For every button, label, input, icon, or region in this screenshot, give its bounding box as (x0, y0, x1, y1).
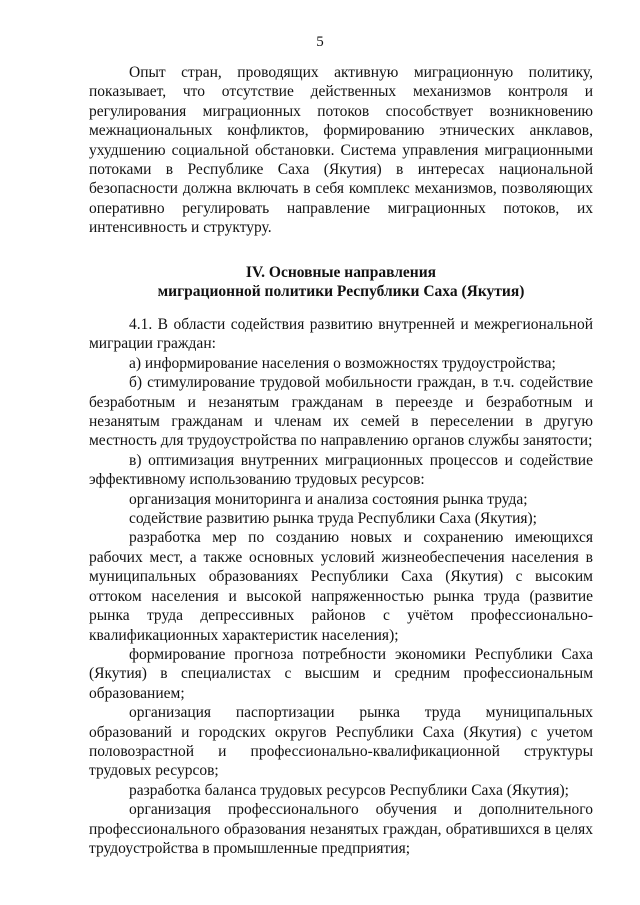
paragraph-4-1: 4.1. В области содействия развитию внутренней и межрегиональной миграции граждан: (89, 316, 593, 353)
list-item: разработка мер по созданию новых и сохранению имеющихся рабочих мест, а также основных условий жизнеобеспечения населения в муниципальных образованиях Республики Саха (Якутия) с высоким оттоком населения и высокой напряженностью рынка труда (развитие рынка труда депрессивных районов с учётом профессионально-квалификационных характеристик населения); (89, 529, 593, 644)
list-item: организация паспортизации рынка труда муниципальных образований и городских округов Республики Саха (Якутия) с учетом половозрастной и профессионально-квалификационной структуры трудовых ресурсов; (89, 704, 593, 780)
page-number: 5 (316, 34, 324, 50)
list-item: разработка баланса трудовых ресурсов Республики Саха (Якутия); (129, 781, 569, 799)
section-body (89, 315, 593, 858)
list-item-a: а) информирование населения о возможностях трудоустройства; (129, 354, 556, 372)
intro-block (89, 63, 593, 238)
intro-paragraph: Опыт стран, проводящих активную миграционную политику, показывает, что отсутствие действенных механизмов контроля и регулирования миграционных потоков способствует возникновению межнациональных конфликтов, формированию этнических анклавов, ухудшению социальной обстановки. Система управления миграционными потоками в Республике Саха (Якутия) в интересах национальной безопасности должна включать в себя комплекс механизмов, позволяющих оперативно регулировать направление миграционных потоков, их интенсивность и структуру. (89, 64, 593, 237)
list-item-v: в) оптимизация внутренних миграционных процессов и содействие эффективному использованию трудовых ресурсов: (89, 451, 593, 489)
section-heading-line-2: миграционной политики Республики Саха (Якутия) (157, 283, 525, 301)
section-heading (89, 263, 593, 302)
list-item: организация мониторинга и анализа состояния рынка труда; (129, 490, 528, 508)
list-item-b: б) стимулирование трудовой мобильности граждан, в т.ч. содействие безработным и незанятым гражданам в переезде и безработным и незанятым гражданам и членам их семей в переселении в другую местность для трудоустройства по направлению органов службы занятости; (89, 374, 593, 450)
section-heading-line-1: IV. Основные направления (245, 264, 437, 281)
list-item: содействие развитию рынка труда Республики Саха (Якутия); (129, 510, 537, 528)
list-item: организация профессионального обучения и дополнительного профессионального образования незанятых граждан, обратившихся в целях трудоустройства в промышленные предприятия; (89, 801, 593, 857)
list-item: формирование прогноза потребности экономики Республики Саха (Якутия) в специалистах с высшим и средним профессиональным образованием; (89, 645, 593, 702)
